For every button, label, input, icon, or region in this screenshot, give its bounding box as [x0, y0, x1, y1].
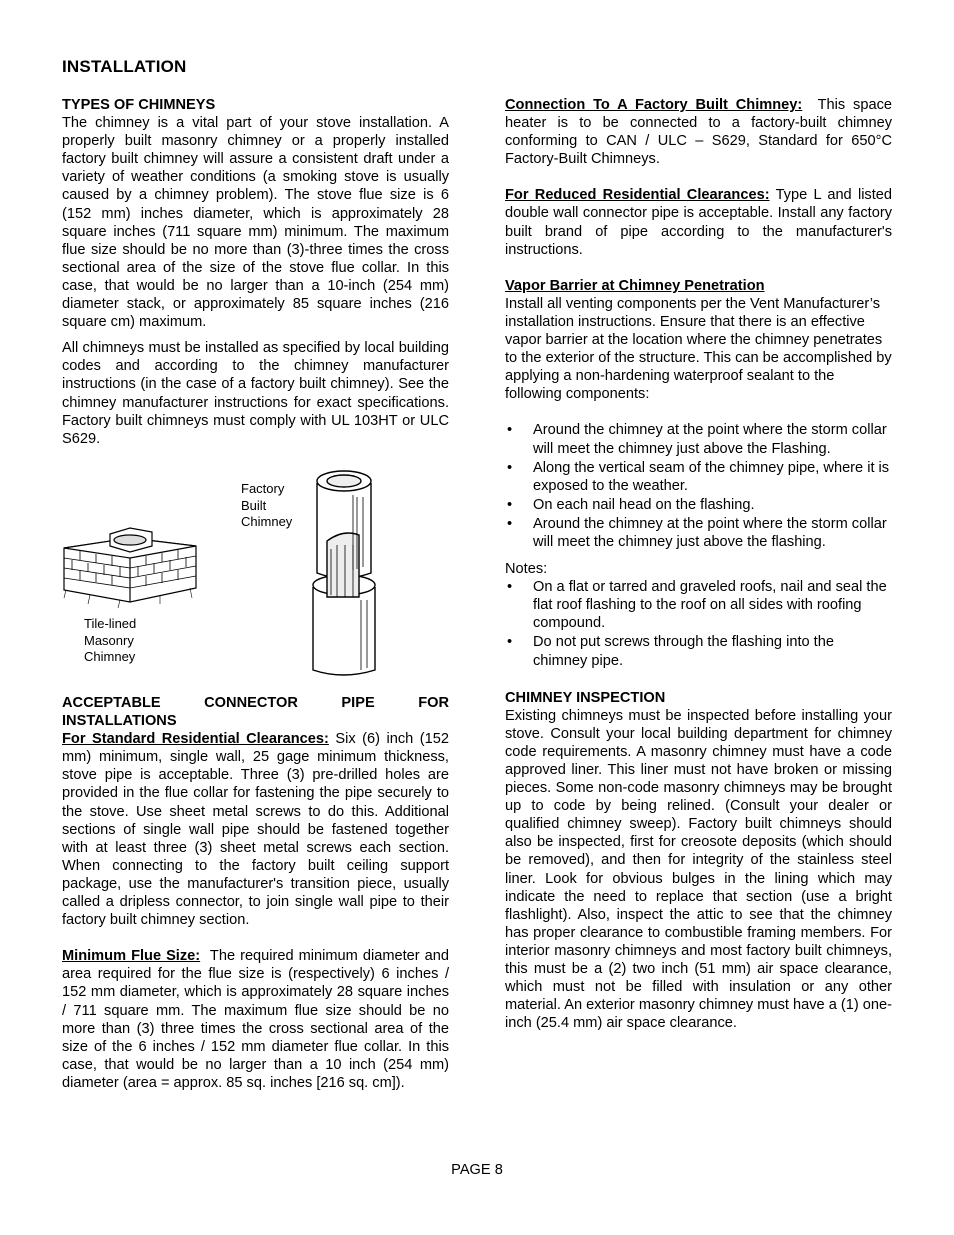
- factory-built-connection-text: This space heater is to be connected to a factory-built chimney conforming to CAN / ULC – S629, Standard for 650°C Factory-Built Chimneys.: [505, 97, 892, 168]
- min-flue-text: The required minimum diameter and area required for the flue size is (respectively) 6 inches / 152 mm diameter, which is approximately 28 square inches / 711 square mm. The maximum flue size should be no more than (3) three times the cross sectional area of the size of the 6 inches / 152 mm diameter flue collar. In this case, that would be no larger than a 10 inch (254 mm) diameter (area = approx. 85 sq. inches [216 sq. cm]).: [62, 948, 449, 1091]
- notes-label: Notes:: [505, 561, 548, 578]
- vapor-barrier-list: [505, 421, 892, 551]
- factory-chimney-illustration: [305, 465, 385, 680]
- list-item: • Do not put screws through the flashing into the chimney pipe.: [505, 633, 892, 669]
- factory-label-line3: Chimney: [241, 514, 293, 529]
- page-title: INSTALLATION: [62, 57, 187, 76]
- factory-built-connection-title: Connection To A Factory Built Chimney:: [505, 97, 803, 113]
- list-item: • Around the chimney at the point where the storm collar will meet the chimney just above the Flashing.: [505, 421, 892, 457]
- list-item: • Along the vertical seam of the chimney pipe, where it is exposed to the weather.: [505, 459, 892, 495]
- connector-pipe-heading: ACCEPTABLE CONNECTOR PIPE FOR INSTALLATIONS: [62, 695, 449, 730]
- right-column: [505, 96, 892, 1032]
- standard-clearances-text: Six (6) inch (152 mm) minimum, single wall, 25 gage minimum thickness, stove pipe is acceptable. Three (3) pre-drilled holes are provided in the flue collar for fastening the pipe securely to the stove. Use sheet metal screws to do this. Additional sections of single wall pipe should be fastened together with at least three (3) sheet metal screws each section. When connecting to the factory built ceiling support package, use the manufacturer's transition piece, usually called a dripless connector, to join single wall pipe to their factory built chimney section.: [62, 731, 449, 929]
- masonry-chimney-label: [84, 616, 136, 666]
- factory-label-line1: Factory: [241, 481, 285, 496]
- reduced-clearances-title: For Reduced Residential Clearances:: [505, 187, 770, 204]
- list-item: • On a flat or tarred and graveled roofs, nail and seal the flat roof flashing to the roof on all sides with roofing compound.: [505, 578, 892, 632]
- factory-chimney-label: [241, 481, 292, 531]
- min-flue-title: Minimum Flue Size:: [62, 948, 201, 965]
- notes-list: [505, 578, 892, 669]
- reduced-clearances-text: Type L and listed double wall connector pipe is acceptable. Install any factory built brand of pipe according to the manufacturer's instructions.: [505, 187, 893, 258]
- chimney-inspection-text: Existing chimneys must be inspected before installing your stove. Consult your local building department for chimney code requirements. A masonry chimney must have a code approved liner. This liner must not have broken or missing pieces. Some non-code masonry chimneys may be brought up to code by being relined. (Consult your dealer or qualified chimney sweep). Factory built chimneys should also be inspected, first for creosote deposits (which should be removed), and then for integrity of the stainless steel liner. Look for obvious bulges in the lining which may indicate the need to replace that section (use a bright flashlight). Also, inspect the attic to see that the chimney has proper clearance to combustible framing members. For interior masonry chimneys and most factory built chimneys, this must be a (2) two inch (51 mm) air space clearance, which must not be filled with insulation or any other material. An exterior masonry chimney must have a (1) one-inch (25.4 mm) air space clearance.: [505, 707, 892, 1032]
- masonry-label-line3: Chimney: [84, 649, 136, 664]
- list-item: • On each nail head on the flashing.: [505, 496, 892, 514]
- masonry-chimney-illustration: [60, 520, 200, 610]
- types-of-chimneys-heading: TYPES OF CHIMNEYS: [62, 97, 216, 113]
- factory-label-line2: Built: [241, 497, 267, 513]
- types-of-chimneys-section: [62, 96, 449, 448]
- vapor-barrier-title: Vapor Barrier at Chimney Penetration: [505, 277, 765, 294]
- vapor-barrier-text: Install all venting components per the Vent Manufacturer’s installation instructions. Ensure that there is an effective vapor barrier at the location where the chimney penetrates to the exterior of the structure. This can be accomplished by applying a non-hardening waterproof sealant to the following components:: [505, 295, 892, 403]
- masonry-label-line2: Masonry: [84, 632, 134, 648]
- types-of-chimneys-para2: All chimneys must be installed as specified by local building codes and according to the chimney manufacturer instructions (in the case of a factory built chimney). See the chimney manufacturer instructions for exact specifications. Factory built chimneys must comply with UL 103HT or ULC S629.: [62, 340, 449, 447]
- standard-clearances-title: For Standard Residential Clearances:: [62, 731, 329, 748]
- chimney-inspection-heading: CHIMNEY INSPECTION: [505, 689, 666, 706]
- list-item: • Around the chimney at the point where the storm collar will meet the chimney just above the flashing.: [505, 515, 892, 551]
- types-of-chimneys-para1: The chimney is a vital part of your stove installation. A properly built masonry chimney or a properly installed factory built chimney will assure a consistent draft under a variety of weather conditions (a smoking stove is usually caused by a chimney problem). The stove flue size is 6 (152 mm) inches diameter, which is approximately 28 square inches (711 square mm) minimum. The maximum flue size should be no more than (3)-three times the cross sectional area of the size of the stove flue collar. In this case, that would be no larger than a 10-inch (254 mm) diameter stack, or approximately 85 square inches (216 square cm) maximum.: [62, 115, 449, 331]
- connector-pipe-section: [62, 694, 449, 1092]
- page-number: PAGE 8: [451, 1162, 503, 1178]
- masonry-label-line1: Tile-lined: [84, 616, 137, 631]
